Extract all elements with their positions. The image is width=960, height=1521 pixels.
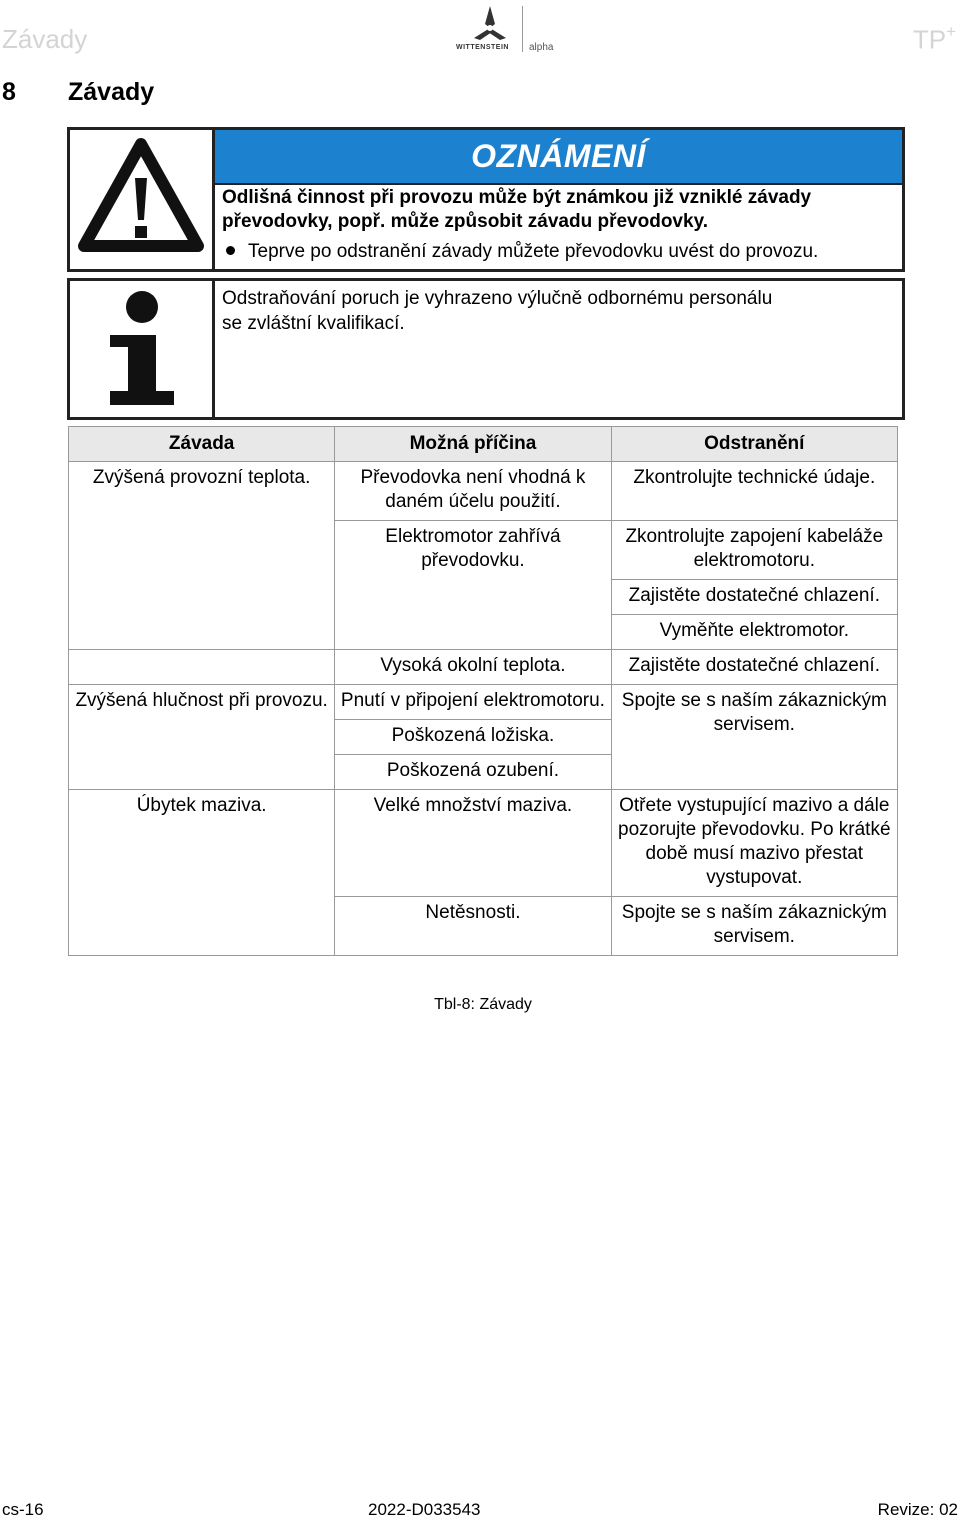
notice-text-line-2: převodovky, popř. může způsobit závadu převodovky. (222, 211, 709, 232)
footer-page: cs-16 (2, 1500, 44, 1519)
fault-cell: Úbytek maziva. (69, 790, 335, 956)
info-icon-cell (70, 281, 215, 417)
product-sup: + (946, 22, 956, 41)
logo-mark-icon (460, 4, 520, 44)
fix-cell: Vyměňte elektromotor. (611, 615, 897, 650)
notice-banner (215, 130, 902, 185)
notice-text-line-1: Odlišná činnost při provozu může být známkou již vzniklé závady (222, 187, 812, 208)
fix-cell: Otřete vystupující mazivo a dále pozorujte převodovku. Po krátké době musí mazivo přestat vystupovat. (611, 790, 897, 897)
info-text-line-1: Odstraňování poruch je vyhrazeno výlučně odbornému personálu (222, 288, 773, 309)
notice-bullet (222, 240, 818, 264)
footer-revision: Revize: 02 (877, 1500, 958, 1519)
footer-doc-id: 2022-D033543 (368, 1500, 481, 1519)
table-row (69, 650, 898, 685)
cause-cell: Pnutí v připojení elektromotoru. (335, 685, 611, 720)
info-text-line-2: se zvláštní kvalifikací. (222, 313, 405, 334)
section-number: 8 (2, 78, 16, 106)
logo-divider (522, 6, 523, 52)
fix-cell: Zajistěte dostatečné chlazení. (611, 650, 897, 685)
fault-cell: Zvýšená hlučnost při provozu. (69, 685, 335, 790)
fix-cell: Spojte se s naším zákaznickým servisem. (611, 897, 897, 956)
fix-cell: Zajistěte dostatečné chlazení. (611, 580, 897, 615)
fault-cell-empty (69, 650, 335, 685)
cause-cell: Elektromotor zahřívá převodovku. (335, 521, 611, 650)
company-logo (456, 4, 560, 56)
warning-triangle-icon (70, 130, 212, 269)
cause-cell: Velké množství maziva. (335, 790, 611, 897)
fix-cell: Spojte se s naším zákaznickým servisem. (611, 685, 897, 790)
notice-banner-title: OZNÁMENÍ (471, 138, 646, 174)
cause-cell: Poškozená ozubení. (335, 755, 611, 790)
fix-cell: Zkontrolujte technické údaje. (611, 462, 897, 521)
product-name: TP (912, 24, 947, 55)
cause-cell: Převodovka není vhodná k daném účelu použití. (335, 462, 611, 521)
header-product (913, 24, 956, 56)
header-section-name: Závady (2, 24, 88, 54)
bullet-dot-icon (226, 246, 235, 255)
header-fault: Závada (69, 427, 335, 462)
fault-cell: Zvýšená provozní teplota. (69, 462, 335, 650)
fault-table (68, 426, 898, 956)
notice-box (67, 127, 905, 272)
table-row (69, 685, 898, 720)
fix-cell: Zkontrolujte zapojení kabeláže elektromotoru. (611, 521, 897, 580)
cause-cell: Poškozená ložiska. (335, 720, 611, 755)
section-title: Závady (68, 78, 155, 106)
cause-cell: Netěsnosti. (335, 897, 611, 956)
notice-text (222, 186, 811, 234)
table-caption: Tbl-8: Závady (434, 996, 532, 1013)
table-row (69, 462, 898, 521)
header-fix: Odstranění (611, 427, 897, 462)
notice-icon-cell (70, 130, 215, 269)
info-box (67, 278, 905, 420)
info-text (222, 286, 862, 336)
logo-sub: alpha (529, 42, 554, 53)
logo-brand: WITTENSTEIN (456, 44, 509, 51)
info-icon (70, 281, 212, 417)
cause-cell: Vysoká okolní teplota. (335, 650, 611, 685)
table-row (69, 790, 898, 897)
header-cause: Možná příčina (335, 427, 611, 462)
notice-bullet-text: Teprve po odstranění závady můžete převodovku uvést do provozu. (248, 241, 819, 262)
table-header-row (69, 427, 898, 462)
